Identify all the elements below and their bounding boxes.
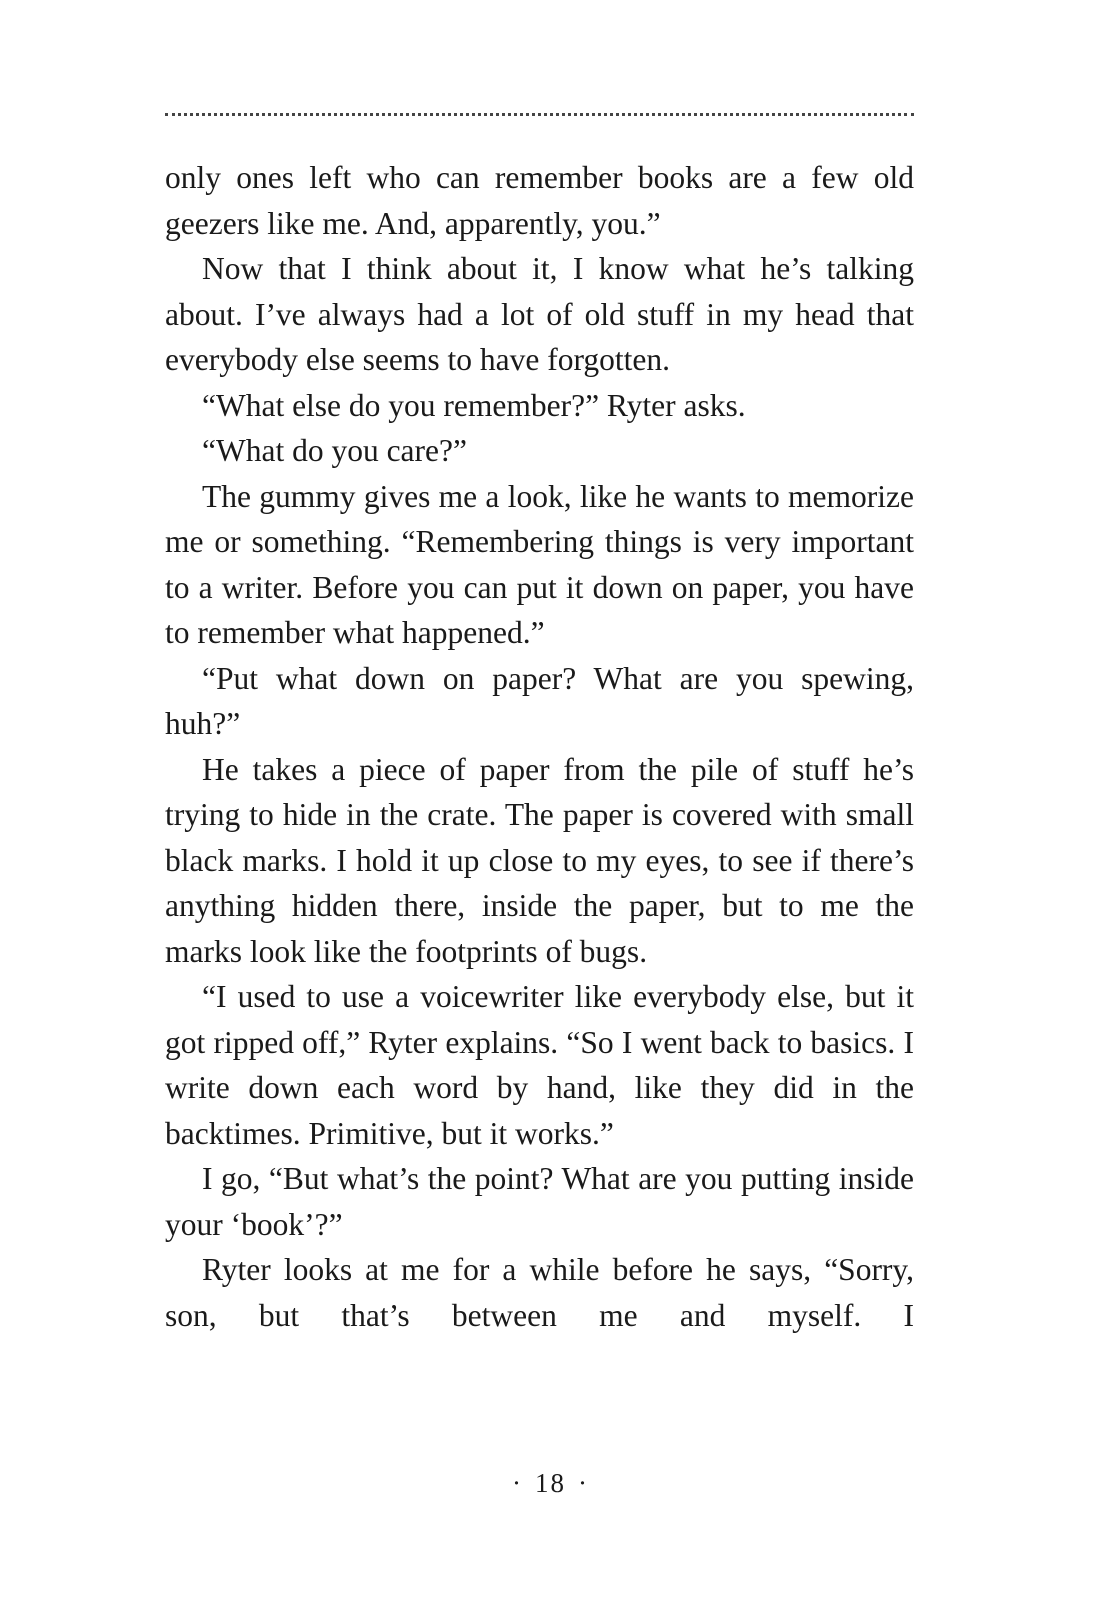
paragraph: “What do you care?” — [202, 433, 467, 468]
paragraph: “I used to use a voicewriter like everybody else, but it got ripped off,” Ryter explains. “So I went back to basics. I write down each word by hand, like they did in the backtimes. Primitive, but it works.” — [165, 979, 914, 1151]
page-number: 18 — [535, 1468, 566, 1498]
paragraph: Now that I think about it, I know what he’s talking about. I’ve always had a lot of old stuff in my head that everybody else seems to have forgotten. — [165, 251, 914, 377]
page-footer — [0, 1468, 1101, 1499]
paragraph: The gummy gives me a look, like he wants to memorize me or something. “Remembering things is very important to a writer. Before you can put it down on paper, you have to remember what happened.” — [165, 478, 914, 650]
paragraph: “Put what down on paper? What are you spewing, huh?” — [165, 660, 914, 741]
paragraph: He takes a piece of paper from the pile of stuff he’s trying to hide in the crate. The paper is covered with small black marks. I hold it up close to my eyes, to see if there’s anything hidden there, inside the paper, but to me the marks look like the footprints of bugs. — [165, 751, 914, 969]
body-text — [165, 155, 914, 1338]
paragraph: “What else do you remember?” Ryter asks. — [202, 387, 746, 423]
paragraph: only ones left who can remember books are a few old geezers like me. And, apparently, you.” — [165, 160, 914, 241]
dotted-header-rule — [165, 113, 914, 116]
footer-left-dot: · — [512, 1468, 523, 1498]
paragraph: I go, “But what’s the point? What are you putting inside your ‘book’?” — [165, 1161, 914, 1242]
footer-right-dot: · — [578, 1468, 589, 1498]
paragraph: Ryter looks at me for a while before he says, “Sorry, son, but that’s between me and myself. I — [165, 1252, 914, 1333]
